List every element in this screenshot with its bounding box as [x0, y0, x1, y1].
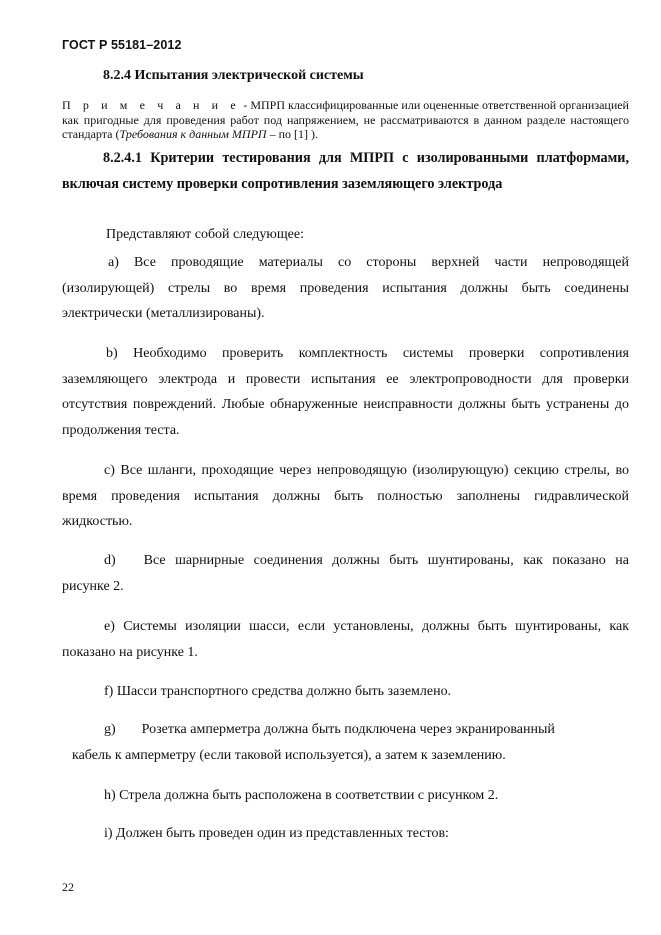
paragraph-c: c) Все шланги, проходящие через непроводящую (изолирующую) секцию стрелы, во время проведения испытания должны быть полностью заполнены гидравлической жидкостью.	[62, 463, 629, 529]
section-heading: 8.2.4 Испытания электрической системы	[103, 68, 364, 83]
document-code: ГОСТ Р 55181–2012	[62, 38, 182, 52]
note-label: П р и м е ч а н и е	[62, 98, 241, 112]
page-number: 22	[62, 880, 74, 894]
paragraph-d-label: d)	[104, 553, 116, 568]
note-text-after: – по [1] ).	[266, 127, 318, 141]
paragraph-d-text: Все шарнирные соединения должны быть шунтированы, как показано на рисунке 2.	[62, 553, 629, 594]
paragraph-g-label: g)	[104, 722, 116, 737]
paragraph-g	[62, 717, 629, 768]
paragraph-h: h) Стрела должна быть расположена в соответствии с рисунком 2.	[104, 788, 499, 803]
paragraph-i: i) Должен быть проведен один из представленных тестов:	[104, 826, 449, 841]
paragraph-intro: Представляют собой следующее:	[106, 227, 304, 242]
note-block	[62, 98, 629, 142]
paragraph-e: e) Системы изоляции шасси, если установлены, должны быть шунтированы, как показано на рисунке 1.	[62, 619, 629, 660]
paragraph-g-line2: кабель к амперметру (если таковой используется), а затем к заземлению.	[72, 747, 506, 763]
paragraph-b: b) Необходимо проверить комплектность системы проверки сопротивления заземляющего электрода и провести испытания ее электропроводности для проверки отсутствия повреждений. Любые обнаруженные неисправности должны быть устранены до продолжения теста.	[62, 346, 629, 438]
paragraph-d	[62, 548, 629, 599]
paragraph-a: а) Все проводящие материалы со стороны верхней части непроводящей (изолирующей) стрелы во время проведения испытания должны быть соединены электрически (металлизированы).	[62, 255, 629, 321]
note-italic-ref: Требования к данным МПРП	[119, 127, 267, 141]
paragraph-f: f) Шасси транспортного средства должно быть заземлено.	[104, 684, 452, 699]
note-text-before: - МПРП классифицированные или оцененные ответственной организацией как пригодные для проведения работ под напряжением, не рассматриваются в данном разделе настоящего стандарта (	[62, 98, 629, 141]
paragraph-g-line1: Розетка амперметра должна быть подключена через экранированный	[141, 722, 555, 737]
subsection-heading: 8.2.4.1 Критерии тестирования для МПРП с изолированными платформами, включая систему проверки сопротивления заземляющего электрода	[62, 150, 629, 192]
